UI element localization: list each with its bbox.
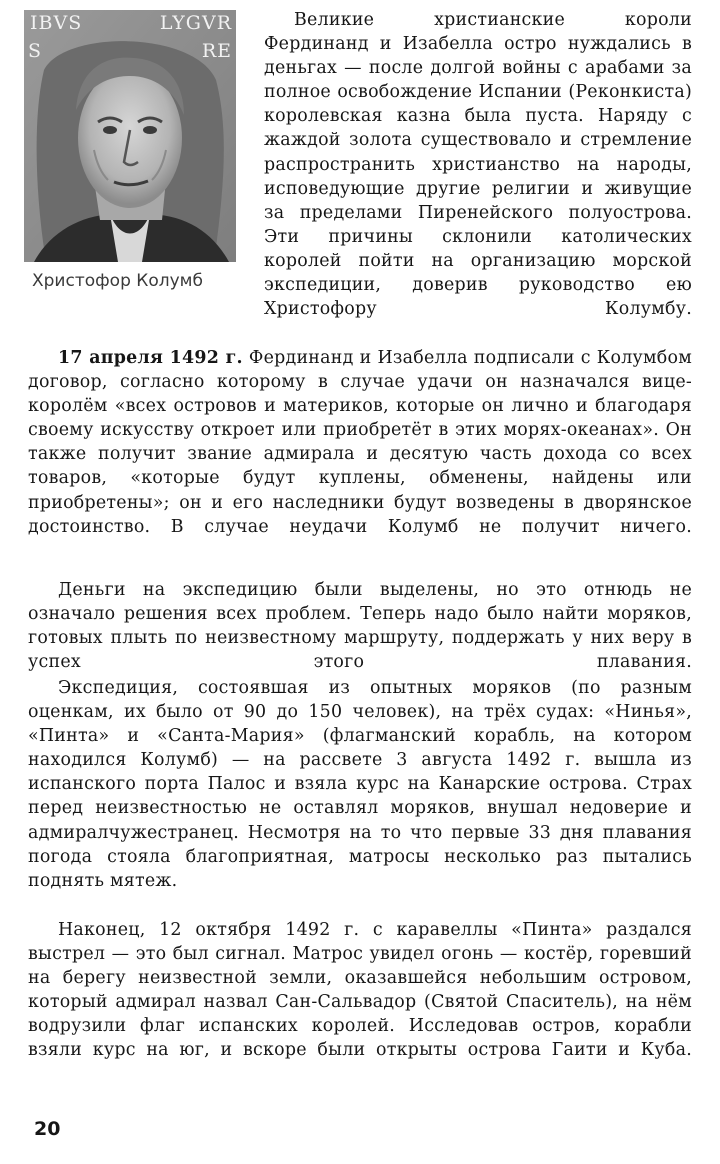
date-highlight: 17 апреля 1492 г. — [58, 348, 243, 368]
paragraph-2 — [28, 346, 692, 539]
portrait-inscription: IBVS — [30, 12, 83, 34]
paragraph-1: Великие христианские короли Фердинанд и Изабелла остро нуждались в деньгах — после долгой войны с арабами за полное освобождение Испании (Реконкиста) королевская казна была пуста. Наряду с жаждой золота существовало и стремление распространить христианство на народы, исповедующие другие религии и живущие за пределами Пиренейского полуострова. Эти причины склонили католических королей пойти на организацию морской экспедиции, доверив руководство ею Христофору Колумбу. — [264, 10, 692, 320]
paragraph-5: Наконец, 12 октября 1492 г. с каравеллы «Пинта» раздался выстрел — это был сигнал. Матрос увидел огонь — костёр, горевший на берегу неизвестной земли, оказавшейся небольшим островом, который адмирал назвал Сан-Сальвадор (Святой Спаситель), на нём водрузили флаг испанских королей. Исследовав остров, корабли взяли курс на юг, и вскоре были открыты острова Гаити и Куба. — [28, 920, 692, 1061]
portrait-figure — [24, 10, 240, 291]
page-number: 20 — [34, 1118, 61, 1140]
portrait-caption: Христофор Колумб — [32, 271, 203, 291]
paragraph-3: Деньги на экспедицию были выделены, но это отнюдь не означало решения всех проблем. Теперь надо было найти моряков, готовых плыть по неизвестному маршруту, поддержать у них веру в успех этого плавания. — [28, 580, 692, 673]
columbus-portrait — [24, 10, 236, 262]
portrait-inscription: LYGVR — [159, 12, 232, 34]
portrait-inscription: RE — [201, 40, 232, 62]
paragraph-2-text: Фердинанд и Изабелла подписали с Колумбом договор, согласно которому в случае удачи он назначался вице-королём «всех островов и материков, которые он лично и благодаря своему искусству откроет или приобретёт в этих морях-океанах». Он также получит звание адмирала и десятую часть дохода со всех товаров, «которые будут куплены, обменены, найдены или приобретены»; он и его наследники будут возведены в дворянское достоинство. В случае неудачи Колумб не получит ничего. — [28, 348, 693, 537]
paragraph-4: Экспедиция, состоявшая из опытных моряков (по разным оценкам, их было от 90 до 150 человек), на трёх судах: «Нинья», «Пинта» и «Санта-Мария» (флагманский корабль, на котором находился Колумб) — на рассвете 3 августа 1492 г. вышла из испанского порта Палос и взяла курс на Канарские острова. Страх перед неизвестностью не оставлял моряков, внушал недоверие и адмиралчужестранец. Несмотря на то что первые 33 дня плавания погода стояла благоприятная, матросы несколько раз пытались поднять мятеж. — [28, 678, 692, 891]
portrait-inscription: S — [28, 40, 43, 62]
